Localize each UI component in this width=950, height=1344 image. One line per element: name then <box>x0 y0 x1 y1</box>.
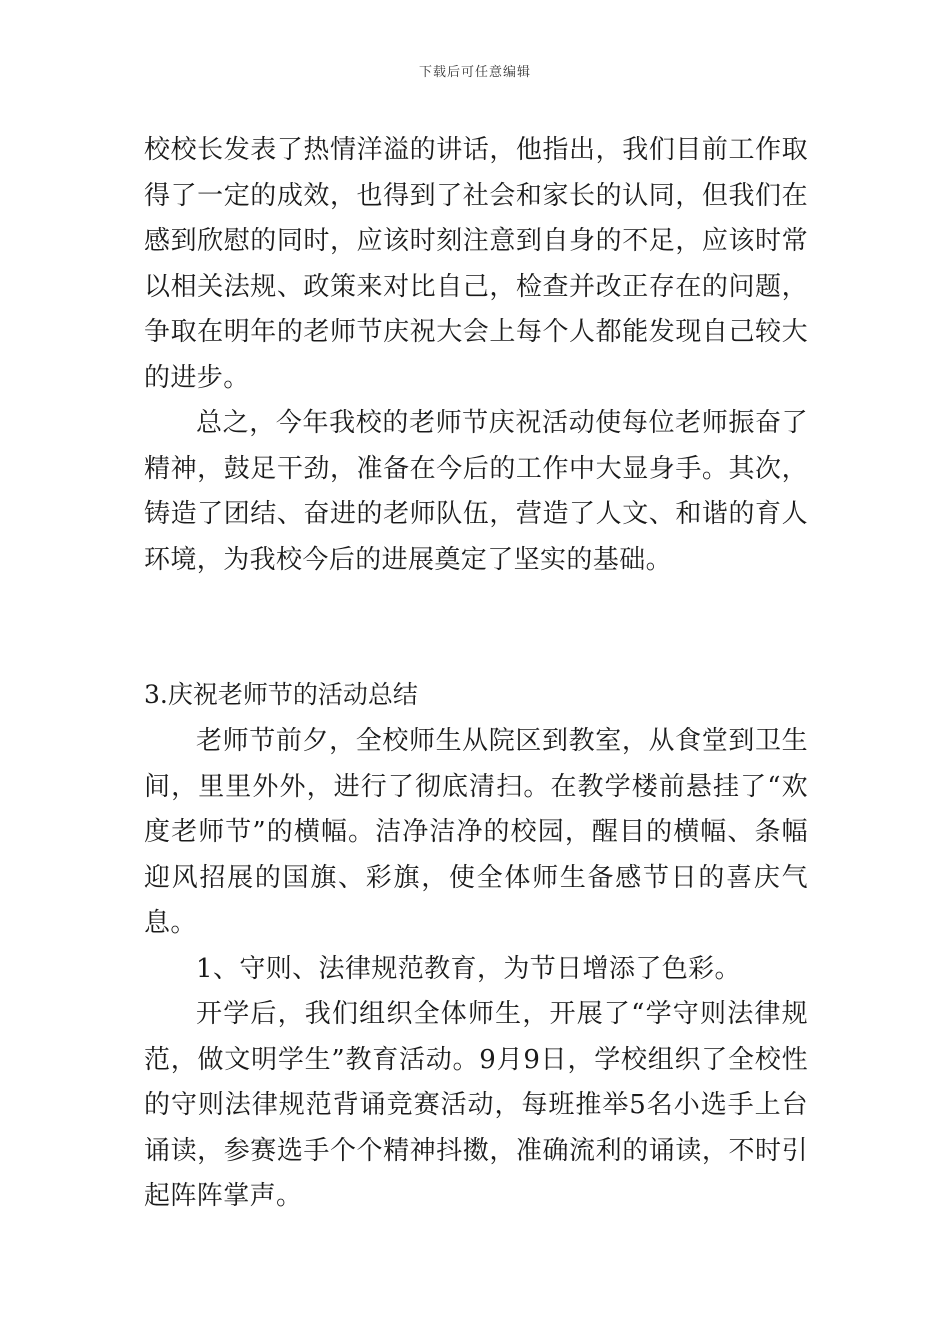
paragraph-1: 校校长发表了热情洋溢的讲话，他指出，我们目前工作取得了一定的成效，也得到了社会和家长的认同，但我们在感到欣慰的同时，应该时刻注意到自身的不足，应该时常以相关法规、政策来对比自己，检查并改正存在的问题，争取在明年的老师节庆祝大会上每个人都能发现自己较大的进步。 <box>144 135 808 393</box>
paragraph-4: 1、守则、法律规范教育，为节日增添了色彩。 <box>196 953 741 984</box>
page-header: 下载后可任意编辑 <box>418 65 531 80</box>
paragraph-3: 老师节前夕，全校师生从院区到教室，从食堂到卫生间，里里外外，进行了彻底清扫。在教学楼前悬挂了“欢度老师节”的横幅。洁净洁净的校园，醒目的横幅、条幅迎风招展的国旗、彩旗，使全体师生备感节日的喜庆气息。 <box>144 726 808 938</box>
section-1-body <box>144 128 808 583</box>
paragraph-5: 开学后，我们组织全体师生，开展了“学守则法律规范，做文明学生”教育活动。9月9日，学校组织了全校性的守则法律规范背诵竞赛活动，每班推举5名小选手上台诵读，参赛选手个个精神抖擞，准确流利的诵读，不时引起阵阵掌声。 <box>144 999 808 1211</box>
section-2-body <box>144 719 808 1220</box>
paragraph-2: 总之，今年我校的老师节庆祝活动使每位老师振奋了精神，鼓足干劲，准备在今后的工作中大显身手。其次，铸造了团结、奋进的老师队伍，营造了人文、和谐的育人环境，为我校今后的进展奠定了坚实的基础。 <box>144 408 808 575</box>
section-heading: 3.庆祝老师节的活动总结 <box>144 680 418 709</box>
